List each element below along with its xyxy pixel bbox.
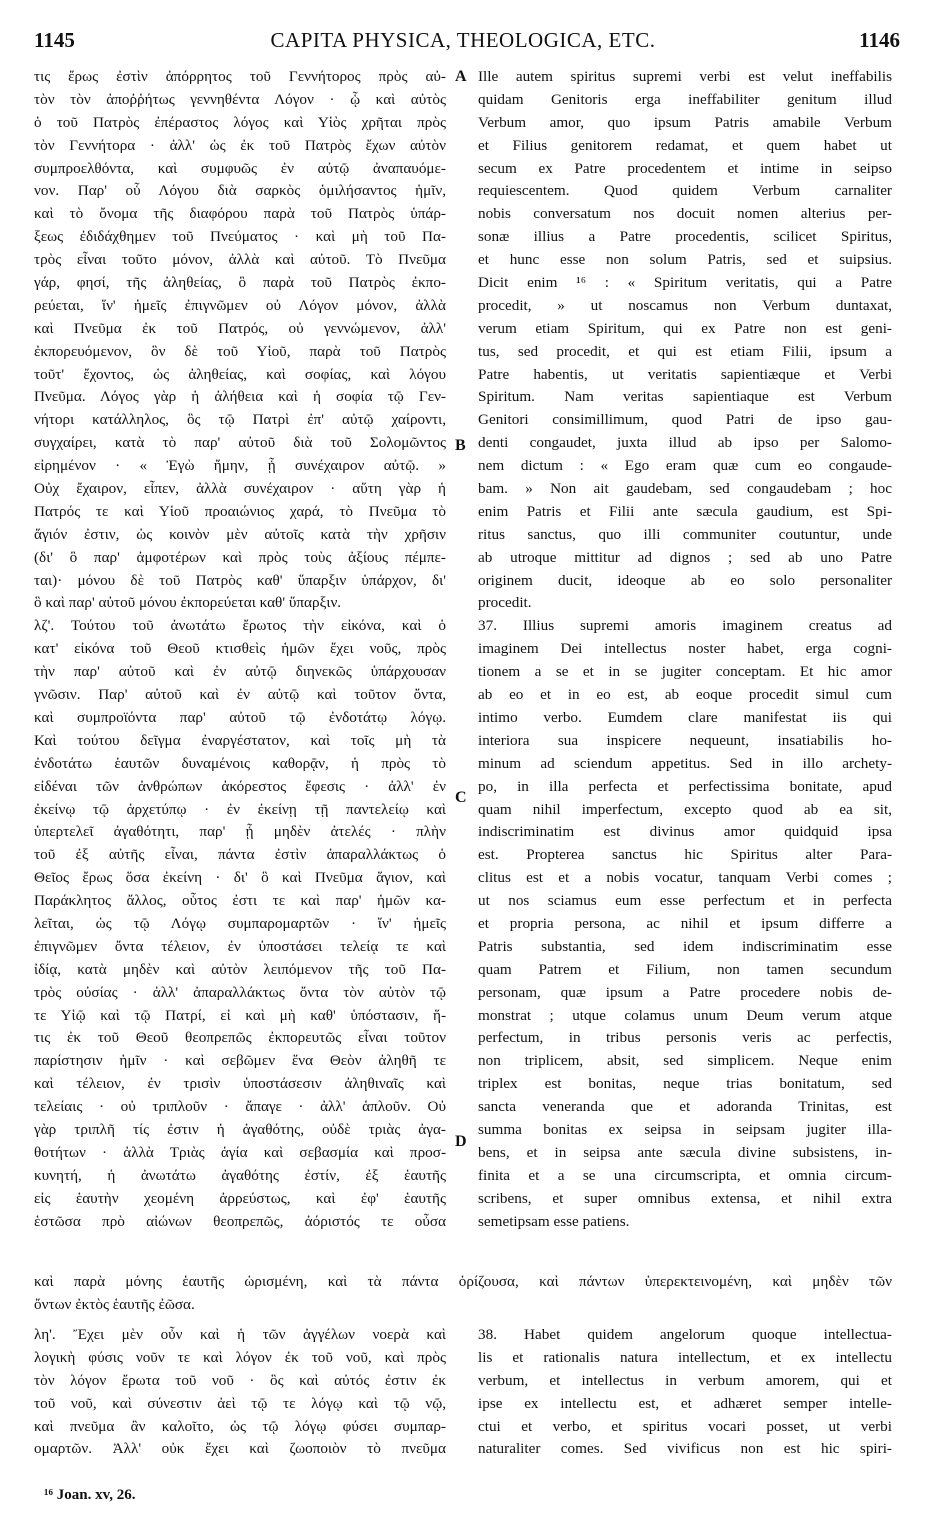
latin-lower-line: ipse ex intellectu est, et adhæret semper intelle- — [478, 1394, 892, 1412]
latin-column-line: denti congaudet, juxta illud ab ipso per Salomo- — [478, 434, 892, 452]
latin-column-line: originem ducit, ideoque ab eo solo personaliter — [478, 571, 892, 589]
latin-column-line: scribens, et super omnibus extensa, et nihil extra — [478, 1189, 892, 1207]
margin-letter-c: C — [455, 789, 467, 806]
latin-column-line: minum ad sciendum appetitus. Sed in illo archety- — [478, 754, 892, 772]
latin-column-line: Dicit enim ¹⁶ : « Spiritum veritatis, qui a Patre — [478, 274, 892, 292]
greek-lower-line: τοῦ νοῦ, καὶ σύνεστιν ἀεὶ τῷ τε λόγῳ καὶ τῷ νῷ, — [34, 1394, 446, 1412]
latin-column-line: indiscriminatim est divinus amor quidquid ipsa — [478, 823, 892, 841]
right-page-number: 1146 — [859, 28, 900, 52]
latin-column-line: tus, sed procedit, et qui est etiam Filii, ipsum a — [478, 342, 892, 360]
latin-column-line: ritus sanctus, quo illi communiter coutuntur, unde — [478, 525, 892, 543]
greek-column-line: εἰρημένον · « Ἐγὼ ἤμην, ᾗ συνέχαιρον αὐτῷ. » — [34, 457, 446, 475]
latin-column-line: procedit, » ut noscamus non Verbum duntaxat, — [478, 296, 892, 314]
latin-column — [478, 66, 892, 1233]
greek-column-line: τὸν Γεννήτορα · ἀλλ' ὡς ἐκ τοῦ Πατρὸς ἔχων αὐτὸν — [34, 136, 446, 154]
greek-column-line: ἐνδοτάτω ἑαυτῶν δυναμένοις καθορᾷν, ἡ πρὸς τὸ — [34, 754, 446, 772]
running-title: CAPITA PHYSICA, THEOLOGICA, ETC. — [270, 28, 656, 52]
greek-column-line: τοῦ ἐξ αὐτῆς εἶναι, πάντα ἐστὶν ἀπαραλλάκτως ὁ — [34, 846, 446, 864]
greek-column-line: κυνητή, ἡ ἀνωτάτω ἀγαθότης ἐστίν, ἐξ ἑαυτῆς — [34, 1166, 446, 1184]
latin-column-line: summa bonitas ex seipsa in seipsam jugiter illa- — [478, 1120, 892, 1138]
greek-column-line: ξεως ἐδιδάχθημεν τοῦ Πνεύματος · καὶ μὴ τοῦ Πα- — [34, 228, 446, 246]
greek-column-line: τρὸς εἶναι τοῦτο μόνον, ἀλλὰ καὶ αὐτοῦ. Τὸ Πνεῦμα — [34, 251, 446, 269]
left-page-number: 1145 — [34, 28, 75, 52]
latin-column-line: nem dictum : « Ego eram quæ cum eo congaude- — [478, 457, 892, 475]
greek-column-line: Πατρός τε καὶ Υἱοῦ προαιώνιος χαρά, τὸ Πνεῦμα τὸ — [34, 502, 446, 520]
greek-column-line: γάρ, φησί, τῆς ἀληθείας, ὃ παρὰ τοῦ Πατρὸς ἐκπο- — [34, 274, 446, 292]
latin-column-line: bam. » Non ait gaudebam, sed congaudebam ; hoc — [478, 480, 892, 498]
greek-column-line: καὶ τὸ ὄνομα τῆς διαφόρου παρὰ τοῦ Πατρὸς ὑπάρ- — [34, 205, 446, 223]
latin-column-line: ut nos sciamus eum esse perfectum et in perfecta — [478, 892, 892, 910]
latin-column-line: sonæ illius a Patre procedentis, scilicet Spiritus, — [478, 228, 892, 246]
greek-column-line: Πνεῦμα. Λόγος γὰρ ἡ ἀλήθεια καὶ ἡ σοφία τῷ Γεν- — [34, 388, 446, 406]
greek-column-line: συγχαίρει, κατὰ τὸ παρ' αὐτοῦ διὰ τοῦ Σολομῶντος — [34, 434, 446, 452]
greek-column-line: νον. Παρ' οὗ Λόγου διὰ σαρκὸς ὁμιλήσαντος ἡμῖν, — [34, 182, 446, 200]
greek-tail-line: καὶ παρὰ μόνης ἑαυτῆς ὡρισμένη, καὶ τὰ πάντα ὁρίζουσα, καὶ πάντων ὑπερεκτεινομένη, καὶ μηδὲν τῶν — [34, 1273, 892, 1290]
latin-column-line: secum ex Patre procedentem et intime in seipso — [478, 159, 892, 177]
latin-column-line: Ille autem spiritus supremi verbi est velut ineffabilis — [478, 68, 892, 85]
greek-column-line: γὰρ τριπλῆ τίς ἐστιν ἡ ἀγαθότης, οὐδὲ τριὰς ἀγα- — [34, 1120, 446, 1138]
greek-column-line: τελείαις · οὐ τριπλοῦν · ἄπαγε · ἀλλ' ἁπλοῦν. Οὐ — [34, 1098, 446, 1116]
greek-column-line: κατ' εἰκόνα τοῦ Θεοῦ κτισθεὶς ἡμῶν ἔχει νοῦς, πρὸς — [34, 640, 446, 658]
greek-column-line: καὶ συμπροϊόντα παρ' αὐτοῦ τῷ ἐνδοτάτῳ λόγῳ. — [34, 708, 446, 726]
greek-column-line: καὶ Πνεῦμα ἐκ τοῦ Πατρός, οὐ γεννώμενον, ἀλλ' — [34, 319, 446, 337]
greek-column-line: ἰδίᾳ, κατὰ μηδὲν καὶ αὐτὸν λειπόμενον τῆς τοῦ Πα- — [34, 960, 446, 978]
greek-column-line: εἰδέναι τῶν ἀνθρώπων ἀκόρεστος ἔφεσις · ἀλλ' ἐν — [34, 777, 446, 795]
greek-lower-line: καὶ πνεῦμα ἂν καλοῖτο, ὡς τῷ λόγῳ φύσει συμπαρ- — [34, 1417, 446, 1435]
latin-column-line: imaginem Dei intellectus noster habet, erga cogni- — [478, 640, 892, 658]
latin-column-line: et hunc esse non solum Patris, sed et suipsius. — [478, 251, 892, 269]
latin-lower-line: naturaliter comes. Sed vivificus non est hic spiri- — [478, 1440, 892, 1458]
latin-lower-line: verbum, et intellectus in verbum amorem, qui et — [478, 1371, 892, 1389]
latin-column-line: finita et a se una circumscripta, et omnia circum- — [478, 1166, 892, 1184]
latin-column-line: quam nihil imperfectum, excepto quod ab ea sit, — [478, 800, 892, 818]
latin-column-line: 37. Illius supremi amoris imaginem creatus ad — [478, 617, 892, 635]
latin-column-line: po, in illa perfecta et perfectissima bonitate, apud — [478, 777, 892, 795]
page-header — [0, 22, 926, 62]
margin-letter-d: D — [455, 1133, 467, 1150]
greek-column-line: θοτήτων · ἀλλὰ Τριὰς ἁγία καὶ σεβασμία καὶ προσ- — [34, 1143, 446, 1161]
greek-lower-line: ομαρτῶν. Ἀλλ' οὐκ ἔχει καὶ ζωοποιὸν τὸ πνεῦμα — [34, 1440, 446, 1458]
greek-column-line: καὶ τέλειον, ἐν τρισὶν ὑποστάσεσιν ἀληθιναῖς καὶ — [34, 1075, 446, 1093]
latin-column-line: sancta veneranda que et adoranda Trinitas, est — [478, 1098, 892, 1116]
greek-column-line: ται)· μόνου δὲ τοῦ Πατρὸς καθ' ὕπαρξιν ὑπάρχον, δι' — [34, 571, 446, 589]
latin-column-line: Patre habentis, ut veritatis sapientiæque et Verbi — [478, 365, 892, 383]
latin-column-line: tionem a se et in se jugiter conceptam. Et hic amor — [478, 663, 892, 681]
latin-column-line: nobis conversatum nos docuit nomen alterius per- — [478, 205, 892, 223]
greek-column-line: τε Υἱῷ καὶ τῷ Πατρί, εἰ καὶ μὴ καθ' ὑπόστασιν, ἥ- — [34, 1006, 446, 1024]
latin-column-line: triplex est bonitas, neque trias bonitatum, sed — [478, 1075, 892, 1093]
greek-column-line: ἑστῶσα πρὸ αἰώνων θεοπρεπῶς, ἀόριστός τε οὖσα — [34, 1212, 446, 1230]
greek-tail-line: ὄντων ἐκτὸς ἑαυτῆς ἐῶσα. — [34, 1296, 195, 1313]
latin-column-line: interiora sua inspicere nequeunt, insatiabilis ho- — [478, 731, 892, 749]
greek-column-line: λζ'. Τούτου τοῦ ἀνωτάτω ἔρωτος τὴν εἰκόνα, καὶ ὁ — [34, 617, 446, 635]
greek-column-line: τρὸς οὐσίας · ἀλλ' ἀπαραλλάκτως ὄντα τὸν αὐτὸν τῷ — [34, 983, 446, 1001]
latin-lower-line: 38. Habet quidem angelorum quoque intellectua- — [478, 1326, 892, 1343]
greek-column-lower — [34, 1324, 446, 1461]
latin-column-line: monstrat ; utque colamus unum Deum verum atque — [478, 1006, 892, 1024]
greek-column-line: νήτορι κατάλληλος, ὃς τῷ Πατρὶ ἐπ' αὐτῷ χαίροντι, — [34, 411, 446, 429]
greek-lower-line: λογικὴ φύσις νοῦν τε καὶ λόγον ἐκ τοῦ νοῦ, καὶ πρὸς — [34, 1348, 446, 1366]
greek-column-line: τὸν τὸν ἀποῤῥήτως γεννηθέντα Λόγον · ᾧ καὶ αὐτὸς — [34, 90, 446, 108]
latin-column-line: ab utroque mittitur ad dignos ; sed ab uno Patre — [478, 548, 892, 566]
greek-column-line: (δι' ὃ παρ' ἀμφοτέρων καὶ πρὸς τοὺς ἀξίους πέμπε- — [34, 548, 446, 566]
greek-column-line: Καὶ τούτου δεῖγμα ἐναργέστατον, καὶ τοῖς μὴ τὰ — [34, 731, 446, 749]
latin-column-line: Patris substantia, sed idem indiscriminatim esse — [478, 937, 892, 955]
greek-column — [34, 66, 446, 1233]
greek-column-line: ἐπιγνῶμεν ὄντα τέλειον, ἐν ὑποστάσει τελείᾳ τε καὶ — [34, 937, 446, 955]
latin-column-line: personam, quæ ipsum a Patre procedere nobis de- — [478, 983, 892, 1001]
greek-column-line: τις ἐκ τοῦ Θεοῦ θεοπρεπῶς ἐκπορευτῶς εἶναι τοῦτον — [34, 1029, 446, 1047]
greek-column-line: τοῦτ' ἔχοντος, ὡς ἀληθείας, καὶ σοφίας, καὶ λόγου — [34, 365, 446, 383]
greek-column-line: Οὐχ ἔχαιρον, εἶπεν, ἀλλὰ συνέχαιρον · αὕτη γὰρ ἡ — [34, 480, 446, 498]
latin-lower-line: lis et rationalis natura intellectum, et ex intellectu — [478, 1348, 892, 1366]
greek-column-line: γνῶσιν. Παρ' αὐτοῦ καὶ ἐν αὐτῷ καὶ τοῦτον ὄντα, — [34, 686, 446, 704]
latin-column-line: Spiritum. Nam veritas sapientiaque est Verbum — [478, 388, 892, 406]
greek-column-line: ἐκείνῳ τῷ ἀρχετύπῳ · ἐν ἐκείνῃ τῇ παντελείῳ καὶ — [34, 800, 446, 818]
greek-lower-line: λη'. Ἔχει μὲν οὖν καὶ ἡ τῶν ἀγγέλων νοερὰ καὶ — [34, 1326, 446, 1343]
latin-column-line: procedit. — [478, 594, 532, 612]
greek-column-line: ὑπερτελεῖ ἀγαθότητι, παρ' ᾗ μηδὲν ἀτελές · πλὴν — [34, 823, 446, 841]
greek-column-line: ἅγιόν ἐστιν, ὡς κοινὸν μὲν αὐτοῖς κατὰ τὴν χρῆσιν — [34, 525, 446, 543]
latin-column-line: clitus est et a nobis vocatur, tanquam Verbi comes ; — [478, 869, 892, 887]
greek-column-line: συμπροελθόντα, καὶ συμφυῶς ἐν αὐτῷ ἀναπαυόμε- — [34, 159, 446, 177]
latin-column-lower — [478, 1324, 892, 1461]
latin-column-line: requiescentem. Quod quidem Verbum carnaliter — [478, 182, 892, 200]
latin-column-line: perfectum, in tribus personis veris ac perfectis, — [478, 1029, 892, 1047]
latin-column-line: ab eo et in eo est, ab eoque procedit simul cum — [478, 686, 892, 704]
greek-column-line: ρεύεται, ἵν' ἡμεῖς ἐπιγνῶμεν οὐ Λόγον μόνον, ἀλλὰ — [34, 296, 446, 314]
latin-column-line: semetipsam esse patiens. — [478, 1212, 630, 1230]
latin-column-line: et propria persona, ac nihil et ipsum differre a — [478, 914, 892, 932]
latin-column-line: quam Patrem et Filium, non tamen secundum — [478, 960, 892, 978]
latin-column-line: enim Patris et Filii ante sæcula gaudium, est Spi- — [478, 502, 892, 520]
margin-letter-b: B — [455, 437, 466, 454]
latin-lower-line: ctui et verbo, et spiritus vocari posset, ut verbi — [478, 1417, 892, 1435]
greek-column-line: τις ἔρως ἐστὶν ἀπόρρητος τοῦ Γεννήτορος πρὸς αὐ- — [34, 68, 446, 85]
greek-column-line: τὴν παρ' αὐτοῦ καὶ ἐν αὐτῷ διηνεκῶς ὑπάρχουσαν — [34, 663, 446, 681]
greek-column-line: ἐκπορευόμενον, ὃν δὲ τοῦ Υἱοῦ, παρὰ τοῦ Πατρὸς — [34, 342, 446, 360]
latin-column-line: est. Propterea sanctus hic Spiritus alter Para- — [478, 846, 892, 864]
greek-lower-line: τὸν λόγον ἔρωτα τοῦ νοῦ · ὃς καὶ αὐτός ἐστιν ἐκ — [34, 1371, 446, 1389]
margin-letter-a: A — [455, 68, 467, 85]
latin-column-line: Genitori consimillimum, quod Patri de ipso gau- — [478, 411, 892, 429]
latin-column-line: verum etiam Spiritum, qui ex Patre non est geni- — [478, 319, 892, 337]
greek-column-line: εἰς ἑαυτὴν χεομένη ἀρρεύστως, καὶ ἐφ' ἑαυτῆς — [34, 1189, 446, 1207]
greek-column-line: Θεῖος ἔρως ὅσα ἐκείνη · δι' ὃ καὶ Πνεῦμα ἅγιον, καὶ — [34, 869, 446, 887]
footnote: ¹⁶ Joan. xv, 26. — [44, 1487, 136, 1503]
greek-column-line: ὁ τοῦ Πατρὸς ἐπέραστος λόγος καὶ Υἱὸς χρῆται πρὸς — [34, 113, 446, 131]
greek-column-line: παρίστησιν ἡμῖν · καὶ σεβῶμεν ἕνα Θεὸν ἀληθῆ τε — [34, 1052, 446, 1070]
latin-column-line: bens, et in seipsa ante sæcula divine subsistens, in- — [478, 1143, 892, 1161]
latin-column-line: quidam Genitoris erga ineffabiliter genitum illud — [478, 90, 892, 108]
greek-full-width-lines — [34, 1270, 892, 1316]
latin-column-line: intimo verbo. Eumdem clare manifestat iis qui — [478, 708, 892, 726]
greek-column-line: λεῖται, ὡς τῷ Λόγῳ συμπαρομαρτῶν · ἵν' ἡμεῖς — [34, 914, 446, 932]
latin-column-line: Verbum amor, quo ipsum Patris amabile Verbum — [478, 113, 892, 131]
greek-column-line: Παράκλητος ἄλλος, οὗτος ἐστι τε καὶ παρ' ἡμῶν κα- — [34, 892, 446, 910]
latin-column-line: non triplicem, absit, sed simplicem. Neque enim — [478, 1052, 892, 1070]
greek-column-line: ὃ καὶ παρ' αὐτοῦ μόνου ἐκπορεύεται καθ' ὕπαρξιν. — [34, 594, 342, 612]
latin-column-line: et Filius genitorem redamat, et quem habet ut — [478, 136, 892, 154]
